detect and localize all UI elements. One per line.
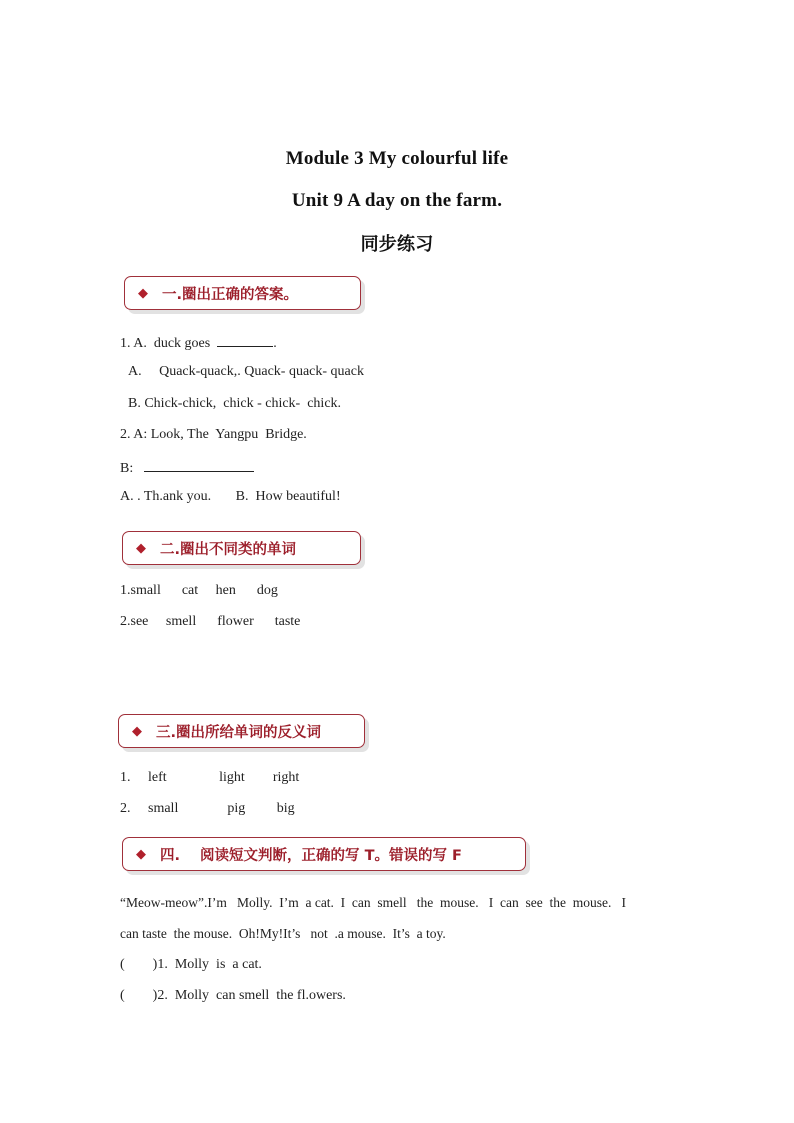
answer-blank-1 [217, 333, 273, 347]
diamond-icon: ◆ [138, 285, 148, 301]
judge-item-2: ( )2. Molly can smell the fl.owers. [120, 988, 346, 1003]
antonym-line-1: 1. left light right [120, 770, 300, 785]
antonym-line-2: 2. small pig big [120, 801, 295, 816]
subtitle: 同步练习 [360, 234, 434, 255]
section-4-number: 四. [160, 847, 181, 864]
answer-b-line [120, 458, 254, 477]
word-group-1: 1.small cat hen dog [120, 583, 278, 598]
option-b-line: B. Chick-chick, chick - chick- chick. [128, 396, 342, 411]
section-3-number: 三. [156, 724, 177, 741]
option-a-line: A. Quack-quack,. Quack- quack- quack [128, 364, 364, 379]
question-1-text: 1. A. duck goes [120, 336, 218, 351]
section-2-header [122, 531, 361, 565]
section-2-heading: 圈出不同类的单词 [180, 541, 297, 558]
question-1-line [120, 333, 277, 352]
question-2-options: A. . Th.ank you. B. How beautiful! [120, 489, 341, 504]
passage-line-1: “Meow-meow”.I’m Molly. I’m a cat. I can smell the mouse. I can see the mouse. I [120, 895, 626, 910]
judge-item-1: ( )1. Molly is a cat. [120, 957, 262, 972]
passage-line-2: can taste the mouse. Oh!My!It’s not .a mouse. It’s a toy. [120, 926, 446, 941]
section-4-header [122, 837, 526, 871]
diamond-icon: ◆ [132, 723, 142, 739]
section-2-number: 二. [160, 541, 181, 558]
word-group-2: 2.see smell flower taste [120, 614, 301, 629]
diamond-icon: ◆ [136, 846, 146, 862]
question-1-end: . [273, 336, 277, 351]
section-3-header [118, 714, 365, 748]
answer-b-label: B: [120, 461, 141, 476]
section-1-number: 一. [162, 286, 183, 303]
unit-title: Unit 9 A day on the farm. [291, 190, 503, 211]
section-3-heading: 圈出所给单词的反义词 [176, 724, 322, 741]
section-4-heading: 阅读短文判断，正确的写 T。错误的写 F [200, 847, 462, 864]
module-title: Module 3 My colourful life [285, 148, 509, 169]
question-2-line: 2. A: Look, The Yangpu Bridge. [120, 427, 307, 442]
section-1-header [124, 276, 361, 310]
answer-blank-2 [144, 458, 254, 472]
section-1-heading: 圈出正确的答案。 [182, 286, 299, 303]
diamond-icon: ◆ [136, 540, 146, 556]
